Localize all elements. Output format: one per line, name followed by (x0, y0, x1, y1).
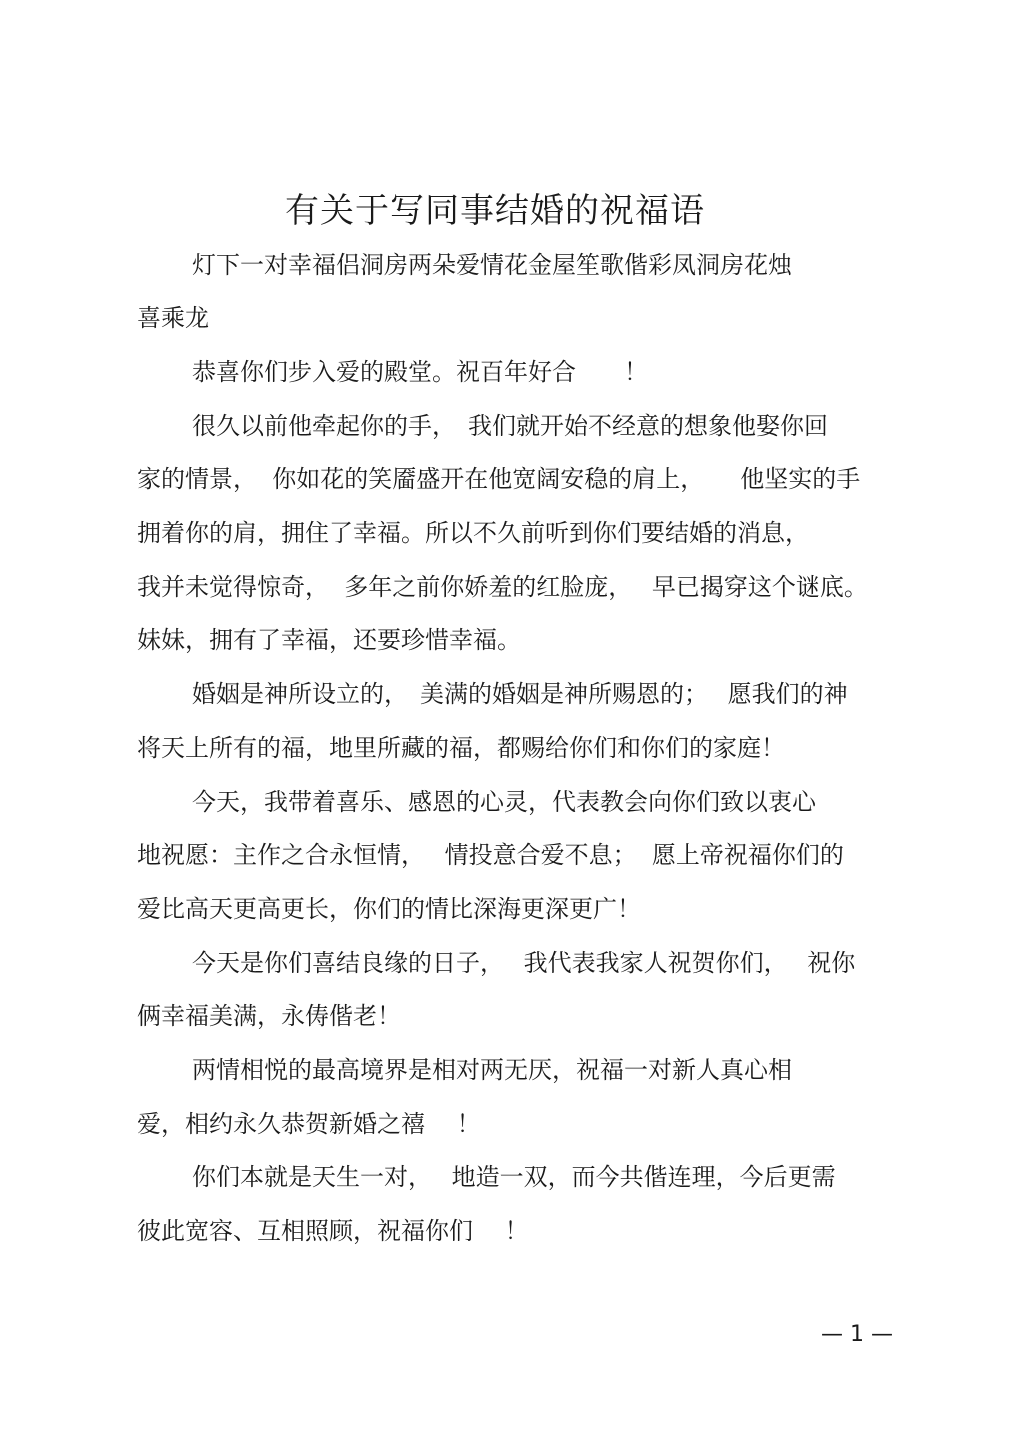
paragraph-line: 你们本就是天生一对， 地造一双，而今共偕连理，今后更需 (192, 1163, 836, 1191)
paragraph-line: 拥着你的肩，拥住了幸福。所以不久前听到你们要结婚的消息， (137, 519, 809, 547)
paragraph-line: 婚姻是神所设立的， 美满的婚姻是神所赐恩的； 愿我们的神 (192, 680, 848, 708)
document-title: 有关于写同事结婚的祝福语 (285, 191, 705, 231)
paragraph-line: 今天是你们喜结良缘的日子， 我代表我家人祝贺你们， 祝你 (192, 949, 856, 977)
paragraph-line: 喜乘龙 (137, 304, 209, 332)
paragraph-line: 妹妹，拥有了幸福，还要珍惜幸福。 (137, 626, 521, 654)
paragraph-line: 彼此宽容、互相照顾，祝福你们 ！ (137, 1217, 529, 1245)
paragraph-line: 两情相悦的最高境界是相对两无厌，祝福一对新人真心相 (192, 1056, 792, 1084)
paragraph-line: 将天上所有的福，地里所藏的福，都赐给你们和你们的家庭！ (137, 734, 785, 762)
paragraph-line: 今天，我带着喜乐、感恩的心灵，代表教会向你们致以衷心 (192, 788, 816, 816)
paragraph-line: 地祝愿：主作之合永恒情， 情投意合爱不息； 愿上帝祝福你们的 (137, 841, 844, 869)
paragraph-line: 很久以前他牵起你的手， 我们就开始不经意的想象他娶你回 (192, 412, 828, 440)
paragraph-line: 灯下一对幸福侣洞房两朵爱情花金屋笙歌偕彩凤洞房花烛 (192, 251, 792, 279)
paragraph-line: 我并未觉得惊奇， 多年之前你娇羞的红脸庞， 早已揭穿这个谜底。 (137, 573, 868, 601)
page-number: — 1 — (821, 1322, 893, 1347)
paragraph-line: 家的情景， 你如花的笑靥盛开在他宽阔安稳的肩上， 他坚实的手 (137, 465, 861, 493)
paragraph-line: 恭喜你们步入爱的殿堂。祝百年好合 ！ (192, 358, 648, 386)
paragraph-line: 爱，相约永久恭贺新婚之禧 ！ (137, 1110, 481, 1138)
paragraph-line: 俩幸福美满，永俦偕老！ (137, 1002, 401, 1030)
paragraph-line: 爱比高天更高更长，你们的情比深海更深更广！ (137, 895, 641, 923)
